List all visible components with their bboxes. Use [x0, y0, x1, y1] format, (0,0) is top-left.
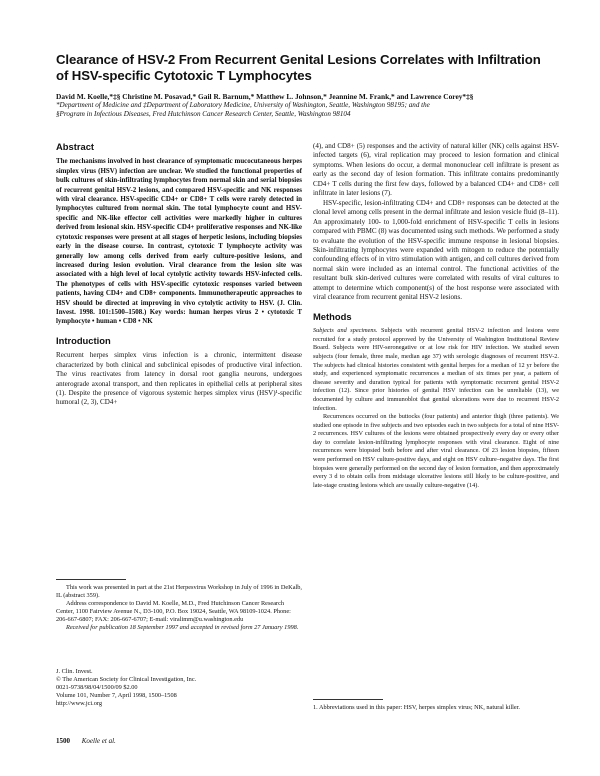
journal-url[interactable]: http://www.jci.org: [56, 700, 102, 708]
methods-subheading: Subjects and specimens.: [313, 327, 378, 335]
author-list: David M. Koelle,*‡§ Christine M. Posavad,* Gail R. Barnum,* Matthew L. Johnson,* Jeannine M. Frank,* and Lawrence Corey*‡§: [56, 92, 474, 101]
page-footer: [56, 737, 116, 745]
footnote-rule-right: [313, 699, 383, 700]
affiliations: [56, 101, 556, 119]
introduction-heading: Introduction: [56, 334, 111, 346]
right-paragraph-2: HSV-specific, lesion-infiltrating CD4+ and CD8+ responses can be detected at the clonal level among cells present in the dermal infiltrate and lesion vesicle fluid (8–11). An approximately 100- to 1,000-fold enrichment of HSV-specific T cells in lesions compared with PBMC (8) was documented using such methods. We performed a study to evaluate the evolution of the HSV-specific immune response in lesional biopsies. Skin-infiltrating lymphocytes were expanded with mitogen to reduce the potentially confounding effects of in vitro stimulation with antigen, and cell cultures derived from normal skin were included as an internal control. The functional activities of the resultant bulk skin-derived cultures were correlated with results of viral cultures to attempt to determine which component(s) of the host response were associated with viral clearance from recurrent genital HSV-2 lesions.: [313, 198, 559, 302]
footnotes-left: [56, 584, 302, 632]
right-column: [313, 142, 559, 490]
issn: 0021-9738/98/04/1500/09 $2.00: [56, 684, 138, 692]
left-column: [56, 142, 302, 408]
page-number: 1500: [56, 737, 70, 745]
article-title: Clearance of HSV-2 From Recurrent Genital Lesions Correlates with Infiltration of HSV-specific Cytotoxic T Lymphocytes: [56, 52, 541, 83]
volume-info: Volume 101, Number 7, April 1998, 1500–1508: [56, 692, 177, 700]
methods-paragraph-2: Recurrences occurred on the buttocks (four patients) and anterior thigh (three patients). We studied one episode in five subjects and two episodes each in two subjects for a total of nine HSV-2 recurrences. HSV cultures of the lesions were obtained prospectively every day or every other day to correlate lesion-infiltrating lymphocyte responses with viral clearance. Eight of nine recurrences were biopsied both before and after viral clearance. Of 23 lesion biopsies, fifteen were performed on HSV culture-positive days, and eight on HSV culture–negative days. The first biopsies were generally performed on the second day of lesion formation, and then approximately every 3 d to obtain cells from midstage ulcerative lesions still likely to be culture-positive, and late-stage crusting lesions which are usually culture-negative (14).: [313, 413, 559, 489]
methods-paragraph-1: [313, 327, 559, 413]
footnote-abbreviations: 1. Abbreviations used in this paper: HSV, herpes simplex virus; NK, natural killer.: [313, 704, 520, 711]
footnote-workshop: This work was presented in part at the 21st Herpesvirus Workshop in July of 1996 in DeKalb, IL (abstract 359).: [56, 584, 302, 599]
introduction-paragraph: Recurrent herpes simplex virus infection is a chronic, intermittent disease characterized by both clinical and subclinical episodes of productive viral infection. The virus reactivates from latency in dorsal root ganglia neurons, undergoes anterograde axonal transport, and then replicates in epithelial cells at peripheral sites (1). Despite the presence of vigorous systemic herpes simplex virus (HSV)¹-specific humoral (2, 3), CD4+: [56, 351, 302, 407]
right-paragraph-1: (4), and CD8+ (5) responses and the activity of natural killer (NK) cells against HSV-infected targets (6), viral replication may proceed to lesion formation and clinical symptoms. When lesions do occur, a dermal mononuclear cell infiltrate is present as early as the second day of lesion formation. This infiltrate contains predominantly CD4+ T cells during the first few days, followed by a balanced CD4+ and CD8+ cell infiltrate in later lesions (7).: [313, 142, 559, 198]
footnote-received: Received for publication 18 September 1997 and accepted in revised form 27 January 1998.: [66, 624, 299, 631]
footnote-rule-left: [56, 579, 126, 580]
affiliation-line-1: *Department of Medicine and ‡Department of Laboratory Medicine, University of Washington, Seattle, Washington 98195; and the: [56, 101, 430, 109]
publication-info: [56, 668, 302, 708]
journal-name: J. Clin. Invest.: [56, 668, 93, 675]
abstract-heading: Abstract: [56, 141, 95, 152]
methods-heading: Methods: [313, 310, 352, 322]
affiliation-line-2: §Program in Infectious Diseases, Fred Hutchinson Cancer Research Center, Seattle, Washington 98104: [56, 110, 351, 118]
running-head: Koelle et al.: [81, 737, 116, 745]
copyright: © The American Society for Clinical Investigation, Inc.: [56, 676, 197, 684]
abstract-text: The mechanisms involved in host clearance of symptomatic mucocutaneous herpes simplex virus (HSV) infection are unclear. We studied the functional properties of bulk cultures of skin-infiltrating lymphocytes from normal skin and serial biopsies of recurrent genital HSV-2 lesions, and compared HSV-specific and NK responses with viral clearance. HSV-specific CD4+ or CD8+ T cells were rarely detected in lymphocytes cultured from normal skin. The total lymphocyte count and HSV-specific and NK-like effector cell activities were markedly higher in cultures derived from lesional skin. HSV-specific CD4+ proliferative responses and NK-like cytotoxic responses were present at all stages of herpetic lesions, including biopsies early in the disease course. In contrast, cytotoxic T lymphocyte activity was generally low among cells derived from early culture-positive lesions, and increased during lesion evolution. Viral clearance from the lesion site was associated with a high level of local cytolytic activity towards HSV-infected cells. The phenotypes of cells with HSV-specific cytotoxic responses varied between patients, having CD4+ and CD8+ components. Immunotherapeutic approaches to HSV should be directed at improving in vivo cytolytic activity to HSV. (J. Clin. Invest. 1998. 101:1500–1508.) Key words: human herpes virus 2 • cytotoxic T lymphocyte • human • CD8 • NK: [56, 157, 302, 326]
footnote-correspondence: Address correspondence to David M. Koelle, M.D., Fred Hutchinson Cancer Research Center, 1100 Fairview Avenue N., D3-100, P.O. Box 19024, Seattle, WA 98109-1024. Phone: 206-667-6807; FAX: 206-667-6707; E-mail: viralimm@u.washington.edu: [56, 600, 291, 623]
methods-paragraph-1-text: Subjects with recurrent genital HSV-2 infection and lesions were recruited for a study protocol approved by the University of Washington Institutional Review Board. Subjects were HIV-seronegative or at low risk for HIV infection. We studied seven subjects (four female, three male, median age 37) with serologic diagnoses of recurrent HSV-2. The subjects had clinical histories consistent with genital herpes for a median of 12 yr before the study, and experienced symptomatic recurrences a median of six times per year, a pattern of disease severity and duration typical for patients with symptomatic recurrent genital HSV-2 infection (12). Since prior histories of genital HSV infection can be unreliable (13), we documented by culture and immunoblot that genital ulcerations were due to recurrent HSV-2 infection.: [313, 327, 560, 412]
